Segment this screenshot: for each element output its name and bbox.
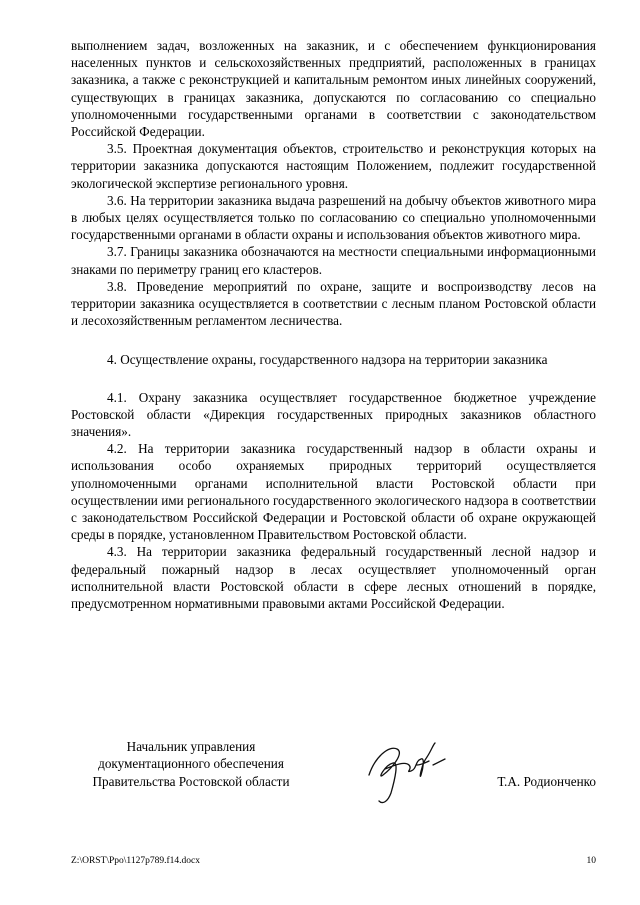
signatory-title bbox=[66, 738, 316, 790]
document-body bbox=[71, 37, 596, 612]
spacer bbox=[71, 369, 596, 389]
paragraph-4-2: 4.2. На территории заказника государственный надзор в области охраны и использования особо охраняемых природных территорий осуществляется уполномоченными органами исполнительной власти Ростовской области при осуществлении ими регионального государственного экологического надзора в соответствии с законодательством Российской Федерации и Ростовской области об охране окружающей среды в порядке, установленном Правительством Ростовской области. bbox=[71, 441, 596, 543]
paragraph-3-6: 3.6. На территории заказника выдача разрешений на добычу объектов животного мира в любых целях осуществляется только по согласованию со специально уполномоченными государственными органами в области охраны и использования объектов животного мира. bbox=[71, 192, 596, 243]
signatory-title-line-2: документационного обеспечения bbox=[98, 756, 284, 772]
page-number: 10 bbox=[586, 856, 596, 866]
handwritten-signature bbox=[355, 735, 450, 807]
paragraph-3-5: 3.5. Проектная документация объектов, строительство и реконструкция которых на территории заказника допускаются настоящим Положением, подлежит государственной экологической экспертизе регионального уровня. bbox=[71, 141, 596, 191]
signatory-name: Т.А. Родионченко bbox=[497, 774, 596, 789]
signatory-title-line-1: Начальник управления bbox=[126, 739, 256, 754]
signatory-title-line-3: Правительства Ростовской области bbox=[92, 773, 290, 789]
paragraph-3-7: 3.7. Границы заказника обозначаются на местности специальными информационными знаками по периметру границ его кластеров. bbox=[71, 244, 596, 277]
section-heading-4: 4. Осуществление охраны, государственного надзора на территории заказника bbox=[107, 352, 548, 368]
paragraph-4-1: 4.1. Охрану заказника осуществляет государственное бюджетное учреждение Ростовской области «Дирекция государственных природных заказников областного значения». bbox=[71, 389, 596, 440]
spacer bbox=[71, 329, 596, 351]
paragraph-4-3: 4.3. На территории заказника федеральный государственный лесной надзор и федеральный пожарный надзор в лесах осуществляет уполномоченный орган исполнительной власти Ростовской области в сфере лесных отношений в порядке, предусмотренном нормативными правовыми актами Российской Федерации. bbox=[71, 544, 596, 612]
paragraph-3-8: 3.8. Проведение мероприятий по охране, защите и воспроизводству лесов на территории заказника осуществляется в соответствии с лесным планом Ростовской области и лесохозяйственным регламентом лесничества. bbox=[71, 278, 596, 329]
file-path: Z:\ORST\Ppo\1127p789.f14.docx bbox=[71, 856, 200, 866]
paragraph-continuation: выполнением задач, возложенных на заказник, и с обеспечением функционирования населенных пунктов и сельскохозяйственных предприятий, расположенных в границах заказника, а также с реконструкцией и капитальным ремонтом иных линейных сооружений, существующих в границах заказника, допускаются по согласованию со специально уполномоченными государственными органами в соответствии с законодательством Российской Федерации. bbox=[71, 38, 596, 140]
